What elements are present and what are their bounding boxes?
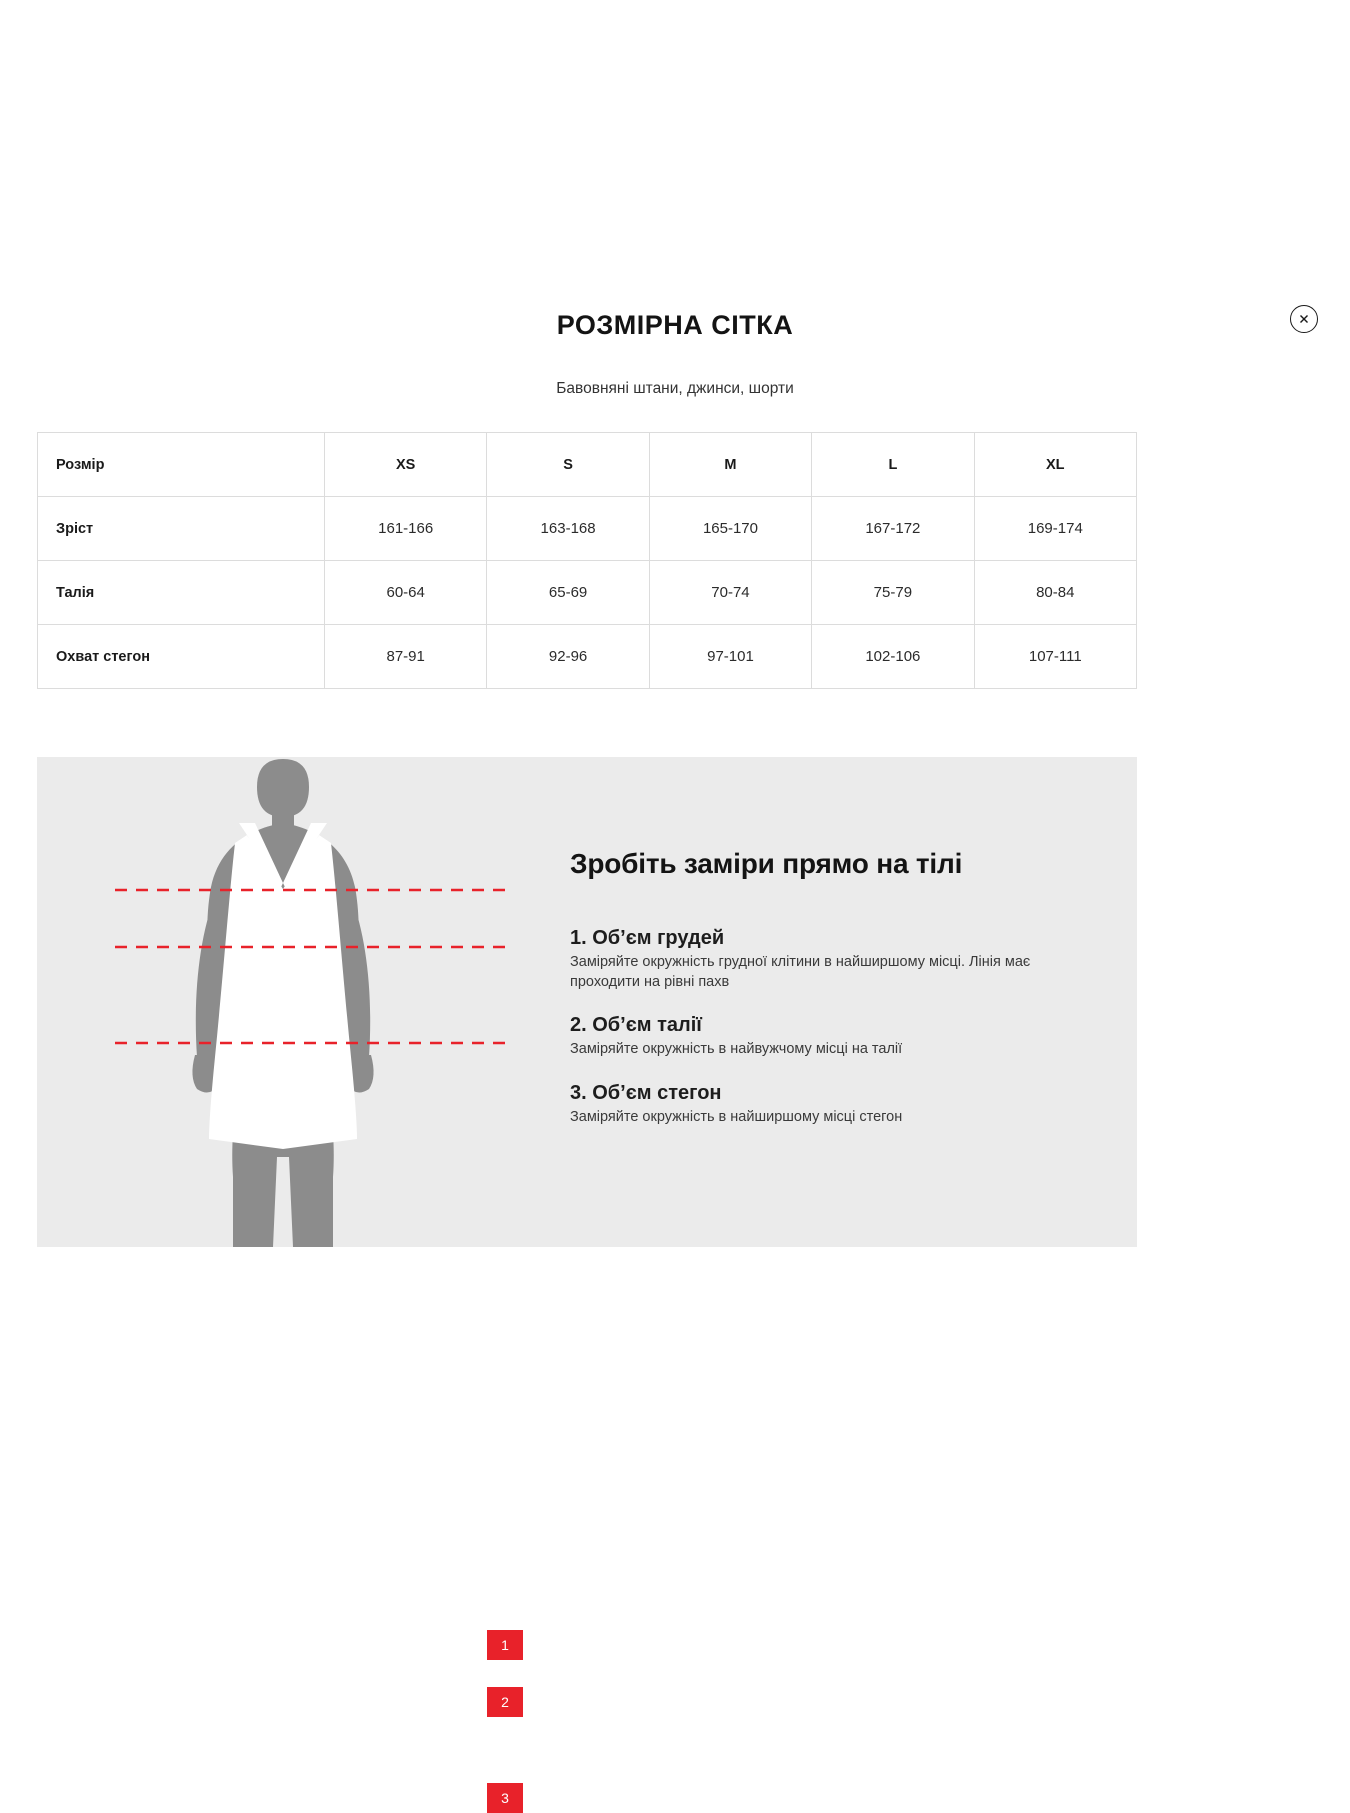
cell-hips-l: 102-106 (812, 625, 974, 689)
list-item (570, 1014, 1100, 1060)
column-header-xs: XS (325, 433, 487, 497)
measure-item-text-chest: Заміряйте окружність грудної клітини в найширшому місці. Лінія має проходити на рівні пахв (570, 954, 1031, 990)
cell-height-l: 167-172 (812, 497, 974, 561)
row-label-waist: Талія (38, 561, 325, 625)
measure-instructions-list (570, 927, 1100, 1149)
column-header-s: S (487, 433, 649, 497)
size-table (37, 432, 1137, 689)
column-header-m: M (649, 433, 811, 497)
cell-hips-m: 97-101 (649, 625, 811, 689)
column-header-size: Розмір (38, 433, 325, 497)
cell-waist-xl: 80-84 (974, 561, 1136, 625)
cell-waist-s: 65-69 (487, 561, 649, 625)
page-subtitle: Бавовняні штани, джинси, шорти (556, 380, 794, 397)
row-label-hips: Охват стегон (38, 625, 325, 689)
cell-hips-xl: 107-111 (974, 625, 1136, 689)
measure-heading: Зробіть заміри прямо на тілі (570, 848, 963, 879)
size-table-wrapper (37, 432, 1137, 689)
measure-item-title-chest: 1. Об’єм грудей (570, 927, 725, 949)
measure-item-text-waist: Заміряйте окружність в найвужчому місці на талії (570, 1041, 903, 1058)
table-header-row (38, 433, 1137, 497)
body-figure-illustration (107, 757, 567, 1247)
list-item (570, 1082, 1100, 1128)
measure-item-title-hips: 3. Об’єм стегон (570, 1081, 722, 1104)
size-table-head (38, 433, 1137, 497)
table-row (38, 497, 1137, 561)
list-item (570, 927, 1100, 992)
badge-2: 2 (487, 1687, 523, 1717)
badge-3: 3 (487, 1783, 523, 1813)
cell-height-s: 163-168 (487, 497, 649, 561)
measure-item-text-hips: Заміряйте окружність в найширшому місці стегон (570, 1108, 903, 1125)
page-title: РОЗМІРНА СІТКА (556, 310, 794, 340)
cell-waist-m: 70-74 (649, 561, 811, 625)
cell-hips-xs: 87-91 (325, 625, 487, 689)
cell-height-m: 165-170 (649, 497, 811, 561)
measurement-info-panel (37, 757, 1137, 1806)
row-label-height: Зріст (38, 497, 325, 561)
column-header-xl: XL (974, 433, 1136, 497)
badge-1: 1 (487, 1630, 523, 1660)
cell-height-xs: 161-166 (325, 497, 487, 561)
cell-waist-xs: 60-64 (325, 561, 487, 625)
table-row (38, 561, 1137, 625)
column-header-l: L (812, 433, 974, 497)
cell-hips-s: 92-96 (487, 625, 649, 689)
size-table-body (38, 497, 1137, 689)
table-row (38, 625, 1137, 689)
cell-height-xl: 169-174 (974, 497, 1136, 561)
measure-item-title-waist: 2. Об’єм талії (570, 1014, 702, 1037)
cell-waist-l: 75-79 (812, 561, 974, 625)
